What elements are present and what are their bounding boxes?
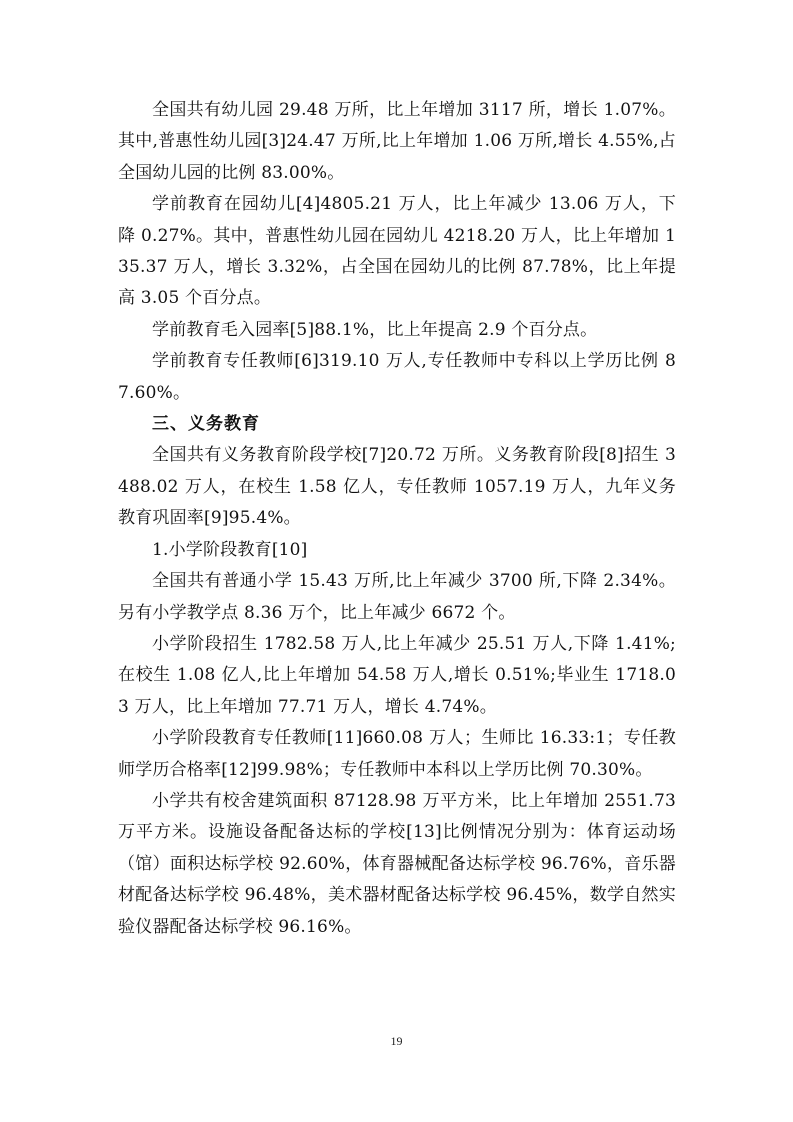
paragraph-school-facilities: 小学共有校舍建筑面积 87128.98 万平方米，比上年增加 2551.73 万平方米。设施设备配备达标的学校[13]比例情况分别为：体育运动场（馆）面积达标学校 92.60%，体育器械配备达标学校 96.76%，音乐器材配备达标学校 96.48%，美术器材配备达标学校 96.45%，数学自然实验仪器配备达标学校 96.16%。 — [118, 790, 676, 937]
section-heading-compulsory-education: 三、义务教育 — [152, 414, 260, 435]
document-body — [118, 95, 676, 943]
paragraph-compulsory-education-overview: 全国共有义务教育阶段学校[7]20.72 万所。义务教育阶段[8]招生 3488.02 万人，在校生 1.58 亿人，专任教师 1057.19 万人，九年义务教育巩固率[9]95.4%。 — [118, 445, 676, 529]
subheading-primary-education: 1.小学阶段教育[10] — [152, 539, 308, 560]
paragraph-kindergartens: 全国共有幼儿园 29.48 万所，比上年增加 3117 所，增长 1.07%。其中,普惠性幼儿园[3]24.47 万所,比上年增加 1.06 万所,增长 4.55%,占全国幼儿园的比例 83.00%。 — [118, 100, 676, 183]
paragraph-primary-schools: 全国共有普通小学 15.43 万所,比上年减少 3700 所,下降 2.34%。另有小学教学点 8.36 万个，比上年减少 6672 个。 — [118, 571, 676, 623]
paragraph-primary-enrollment: 小学阶段招生 1782.58 万人,比上年减少 25.51 万人,下降 1.41%;在校生 1.08 亿人,比上年增加 54.58 万人,增长 0.51%;毕业生 1718.03 万人，比上年增加 77.71 万人，增长 4.74%。 — [118, 633, 676, 717]
paragraph-preschool-enrollment: 学前教育在园幼儿[4]4805.21 万人，比上年减少 13.06 万人，下降 0.27%。其中，普惠性幼儿园在园幼儿 4218.20 万人，比上年增加 135.37 万人，增长 3.32%，占全国在园幼儿的比例 87.78%，比上年提高 3.05 个百分点。 — [118, 194, 676, 309]
paragraph-gross-enrollment-rate: 学前教育毛入园率[5]88.1%，比上年提高 2.9 个百分点。 — [152, 319, 598, 340]
paragraph-primary-teachers: 小学阶段教育专任教师[11]660.08 万人；生师比 16.33:1；专任教师学历合格率[12]99.98%；专任教师中本科以上学历比例 70.30%。 — [118, 728, 676, 780]
page-number: 19 — [390, 1034, 403, 1048]
paragraph-preschool-teachers: 学前教育专任教师[6]319.10 万人,专任教师中专科以上学历比例 87.60%。 — [118, 351, 676, 403]
